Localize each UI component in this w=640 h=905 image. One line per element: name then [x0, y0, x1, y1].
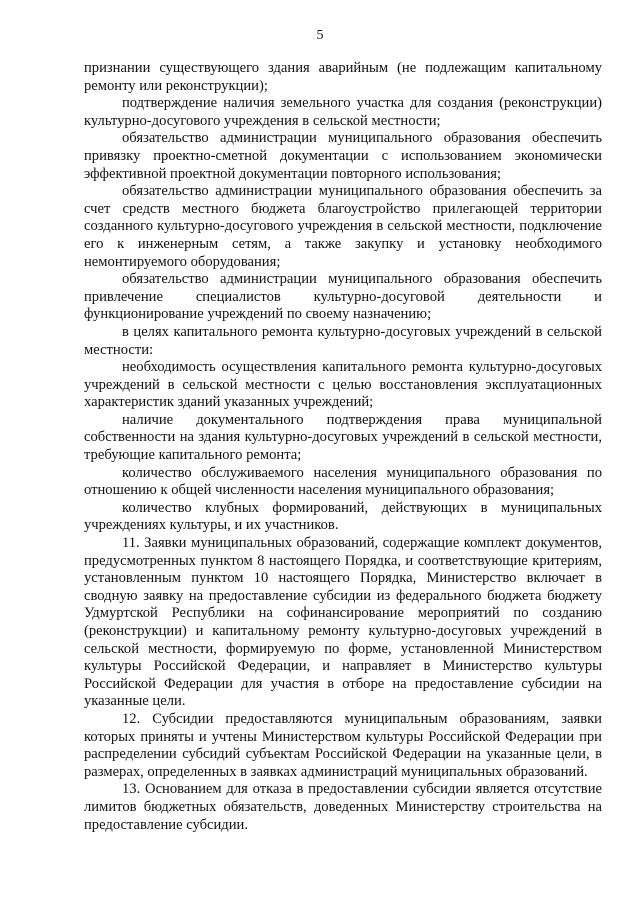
paragraph: 11. Заявки муниципальных образований, содержащие комплект документов, предусмотренных пунктом 8 настоящего Порядка, и соответствующие критериям, установленным пунктом 10 настоящего Порядка, Министерство включает в сводную заявку на предоставление субсидии из федерального бюджета бюджету Удмуртской Республики на софинансирование мероприятий по созданию (реконструкции) и капитальному ремонту культурно-досуговых учреждений в сельской местности, формируемую по форме, установленной Министерством культуры Российской Федерации, и направляет в Министерство культуры Российской Федерации для участия в отборе на предоставление субсидии на указанные цели.	[84, 535, 602, 710]
page-number: 5	[316, 28, 324, 43]
paragraph: подтверждение наличия земельного участка для создания (реконструкции) культурно-досугового учреждения в сельской местности;	[84, 95, 602, 129]
paragraph: 13. Основанием для отказа в предоставлении субсидии является отсутствие лимитов бюджетных обязательств, доведенных Министерству строительства на предоставление субсидии.	[84, 781, 602, 833]
paragraph: в целях капитального ремонта культурно-досуговых учреждений в сельской местности:	[84, 323, 602, 358]
paragraph: обязательство администрации муниципального образования обеспечить привязку проектно-сметной документации с использованием экономически эффективной проектной документации повторного использования;	[84, 130, 602, 182]
paragraph: наличие документального подтверждения права муниципальной собственности на здания культурно-досуговых учреждений в сельской местности, требующие капитального ремонта;	[84, 411, 602, 464]
paragraph: обязательство администрации муниципального образования обеспечить привлечение специалистов культурно-досуговой деятельности и функционирование учреждений по своему назначению;	[84, 271, 602, 323]
paragraph: признании существующего здания аварийным (не подлежащим капитальному ремонту или реконструкции);	[84, 60, 602, 94]
paragraph: количество обслуживаемого населения муниципального образования по отношению к общей численности населения муниципального образования;	[84, 464, 602, 499]
paragraph: необходимость осуществления капитального ремонта культурно-досуговых учреждений в сельской местности с целью восстановления эксплуатационных характеристик зданий указанных учреждений;	[84, 359, 602, 411]
paragraph: количество клубных формирований, действующих в муниципальных учреждениях культуры, и их участников.	[84, 499, 602, 534]
document-body	[84, 60, 602, 834]
paragraph: 12. Субсидии предоставляются муниципальным образованиям, заявки которых приняты и учтены Министерством культуры Российской Федерации при распределении субсидий субъектам Российской Федерации на указанные цели, в размерах, определенных в заявках администраций муниципальных образований.	[84, 710, 602, 780]
paragraph: обязательство администрации муниципального образования обеспечить за счет средств местного бюджета благоустройство прилегающей территории созданного культурно-досугового учреждения в сельской местности, подключение его к инженерным сетям, а также закупку и установку необходимого немонтируемого оборудования;	[84, 183, 602, 270]
